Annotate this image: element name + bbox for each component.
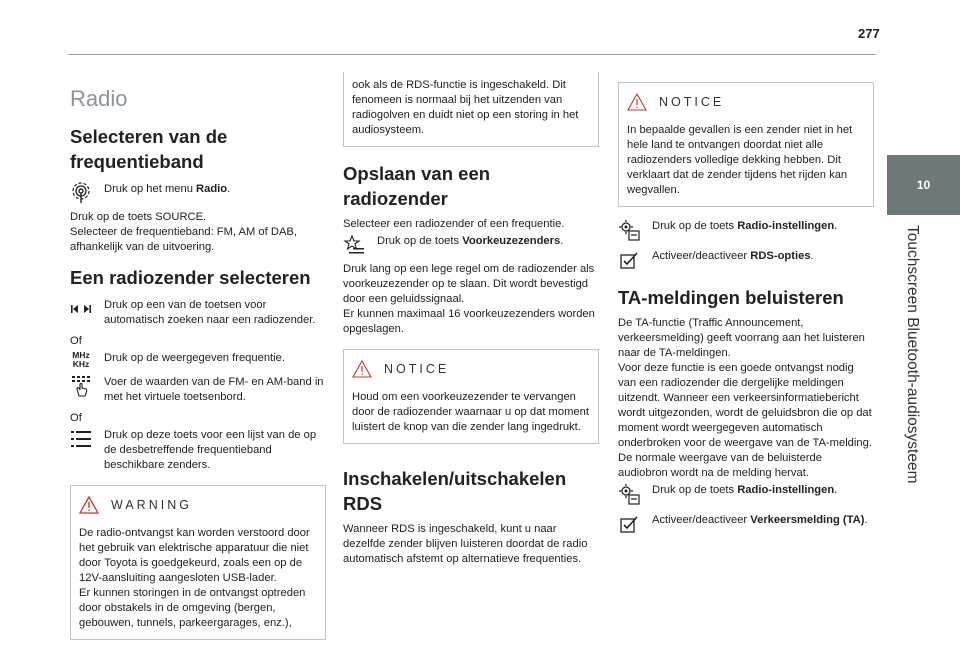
keypad-step [70, 375, 326, 405]
heading-store: Opslaan van een radiozender [343, 163, 491, 209]
settings-post: . [834, 220, 838, 232]
heading-rds-2: RDS [343, 493, 383, 514]
radio-settings-icon [618, 219, 640, 241]
column-2 [343, 80, 599, 567]
list-step [70, 428, 326, 473]
warning-box [70, 485, 326, 640]
band-step [70, 182, 326, 204]
freq-text: Druk op de weergegeven frequentie. [104, 352, 285, 364]
ta-opt-bold: Verkeersmelding (TA) [750, 514, 865, 526]
store-intro: Selecteer een radiozender of een frequentie. [343, 218, 565, 230]
column-1 [70, 80, 326, 652]
store-text: Druk lang op een lege regel om de radiozender als voorkeuzezender op te slaan. Dit wordt bevestigd door een geluidssignaal. Er kunnen maximaal 16 voorkeuzezenders worden opgeslagen. [343, 263, 595, 335]
settings2-post: . [834, 484, 838, 496]
rds-opt-post: . [810, 250, 814, 262]
settings2-bold: Radio-instellingen [737, 484, 835, 496]
or-text-1: Of [70, 335, 82, 347]
seek-buttons-icon [70, 298, 92, 320]
warning-triangle-icon [79, 496, 99, 514]
notice-triangle-icon [627, 93, 647, 111]
settings-bold: Radio-instellingen [737, 220, 835, 232]
settings2-pre: Druk op de toets [652, 484, 738, 496]
store-step [343, 234, 599, 256]
seek-step [70, 298, 326, 328]
frequency-icon: MHz KHz [72, 350, 90, 369]
seek-text: Druk op een van de toetsen voor automatisch zoeken naar een radiozender. [104, 299, 316, 326]
top-rule [68, 54, 876, 55]
star-list-icon [343, 234, 365, 256]
band-step-pre: Druk op het menu [104, 183, 197, 195]
notice-box-2 [618, 82, 874, 207]
heading-select: Een radiozender selecteren [70, 267, 311, 288]
warning-header [79, 496, 317, 514]
ta-opt-post: . [864, 514, 868, 526]
notice-box-1 [343, 349, 599, 444]
warning-label: WARNING [111, 497, 192, 512]
page-number: 277 [858, 26, 880, 41]
ta-opt-pre: Activeer/deactiveer [652, 514, 751, 526]
or-text-2: Of [70, 412, 82, 424]
radio-antenna-icon [70, 182, 92, 204]
checkbox-icon [618, 249, 640, 271]
column-3 [618, 80, 874, 541]
settings-pre: Druk op de toets [652, 220, 738, 232]
store-step-pre: Druk op de toets [377, 235, 463, 247]
band-step-post: . [227, 183, 231, 195]
ta-text: De TA-functie (Traffic Announcement, verkeersmelding) geeft voorrang aan het luisteren naar de TA-meldingen. Voor deze functie is een goede ontvangst nodig van een radiozender die dergelijke meldingen uitzendt. Wanneer een verkeersinformatiebericht wordt uitgezonden, wordt de geluidsbron die op dat moment wordt weergegeven automatisch onderbroken voor de weergave van de TA-melding. De normale weergave van de beluisterde audiobron wordt na de melding hervat. [618, 317, 872, 479]
chapter-title [895, 225, 935, 485]
freq-step [70, 351, 326, 369]
heading-rds-1: Inschakelen/uitschakelen [343, 468, 567, 489]
ta-option-step [618, 513, 874, 535]
list-icon [70, 428, 92, 450]
warning-text: De radio-ontvangst kan worden verstoord door het gebruik van elektrische apparatuur die niet door Toyota is goedgekeurd, zoals een op de 12V-aansluiting aangesloten USB-lader. Er kunnen storingen in de ontvangst optreden door obstakels in de omgeving (bergen, gebouwen, tunnels, parkeergarages, enz.), [79, 527, 310, 629]
band-text-2: Selecteer de frequentieband: FM, AM of DAB, afhankelijk van de uitvoering. [70, 226, 297, 253]
keypad-text: Voer de waarden van de FM- en AM-band in met het virtuele toetsenbord. [104, 376, 324, 403]
notice-text-2: In bepaalde gevallen is een zender niet in het hele land te ontvangen doordat niet alle radiozenders volledige dekking hebben. Dit verklaart dat de zender tijdens het rijden kan wegvallen. [627, 124, 853, 196]
section-title-radio: Radio [70, 86, 128, 111]
notice-header-2 [627, 93, 865, 111]
notice-text-1: Houd om een voorkeuzezender te vervangen door de radiozender waarnaar u op dat moment luistert de knop van die zender lang ingedrukt. [352, 391, 589, 433]
store-step-post: . [560, 235, 564, 247]
band-text: Druk op de toets SOURCE. [70, 211, 207, 223]
band-step-bold: Radio [196, 183, 228, 195]
keypad-touch-icon [70, 375, 92, 397]
rds-option-step [618, 249, 874, 271]
rds-opt-pre: Activeer/deactiveer [652, 250, 751, 262]
notice-header-1 [352, 360, 590, 378]
chapter-tab: 10 [887, 155, 960, 215]
checkbox-icon [618, 513, 640, 535]
list-text: Druk op deze toets voor een lijst van de op de desbetreffende frequentieband beschikbare zenders. [104, 429, 317, 471]
store-step-bold: Voorkeuzezenders [462, 235, 561, 247]
notice-triangle-icon [352, 360, 372, 378]
warning-continued-box [343, 72, 599, 147]
heading-ta: TA-meldingen beluisteren [618, 287, 844, 308]
chapter-title-text: Touchscreen Bluetooth-audiosysteem [904, 225, 921, 484]
settings-step [618, 219, 874, 241]
heading-band: Selecteren van de frequentieband [70, 126, 228, 172]
notice-label-2: NOTICE [659, 94, 725, 109]
rds-text: Wanneer RDS is ingeschakeld, kunt u naar dezelfde zender blijven luisteren doordat de radio automatisch afstemt op alternatieve frequenties. [343, 523, 588, 565]
settings-step-2 [618, 483, 874, 505]
warning-continued-text: ook als de RDS-functie is ingeschakeld. Dit fenomeen is normaal bij het uitzenden van radiogolven en duidt niet op een storing in het audiosysteem. [352, 79, 579, 136]
radio-settings-icon [618, 483, 640, 505]
rds-opt-bold: RDS-opties [750, 250, 811, 262]
notice-label-1: NOTICE [384, 361, 450, 376]
